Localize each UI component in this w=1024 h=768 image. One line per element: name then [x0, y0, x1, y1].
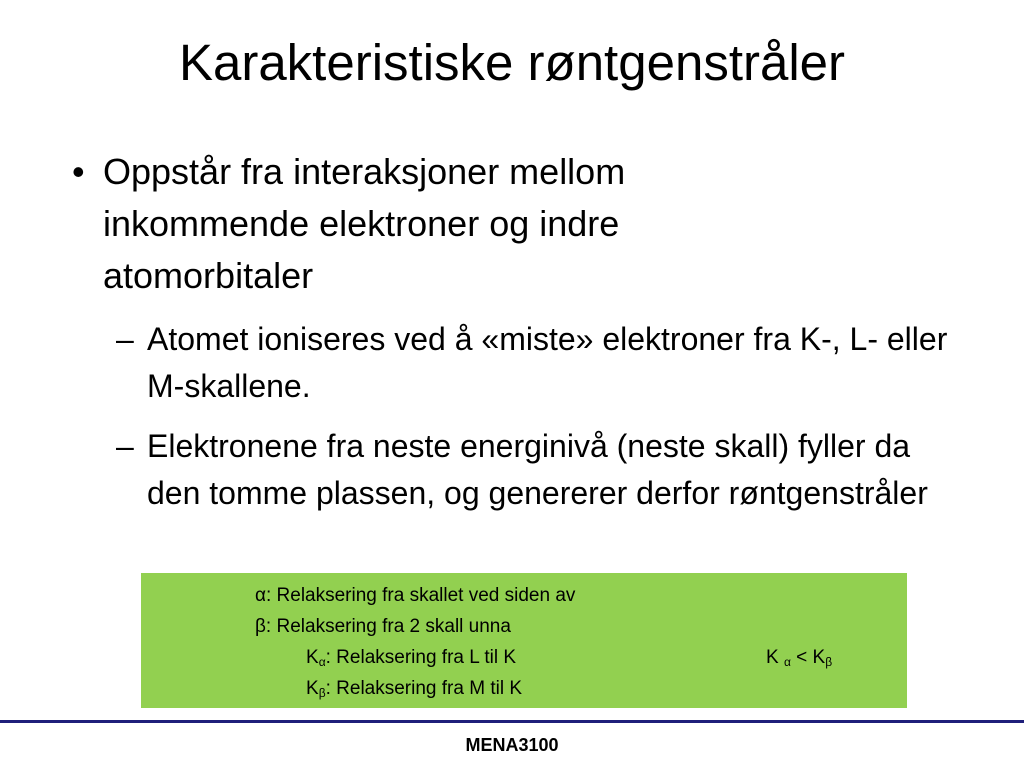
dash-marker: – — [116, 428, 134, 464]
slide-title: Karakteristiske røntgenstråler — [178, 34, 846, 91]
k-alpha-symbol: K — [766, 647, 784, 668]
sub-bullet-text-2: Elektronene fra neste energinivå (neste skall) fyller da den tomme plassen, og genererer derfor røntgenstråler — [147, 428, 928, 511]
k-comparison — [766, 642, 832, 673]
sub-bullet-item-1 — [116, 316, 966, 410]
footer-label: MENA3100 — [465, 735, 559, 755]
alpha-subscript: α — [783, 655, 791, 669]
bullet-text: Oppstår fra interaksjoner mellom inkommende elektroner og indre atomorbitaler — [103, 151, 626, 296]
info-box — [141, 573, 907, 708]
k-beta-description: : Relaksering fra M til K — [325, 678, 522, 699]
bullet-item — [72, 146, 772, 302]
footer-divider — [0, 720, 1024, 723]
info-line-beta: β: Relaksering fra 2 skall unna — [255, 616, 511, 637]
less-than-k: < K — [790, 647, 826, 668]
dash-marker: – — [116, 321, 134, 357]
beta-subscript: β — [318, 686, 326, 700]
beta-subscript: β — [825, 655, 833, 669]
k-symbol: K — [306, 647, 319, 668]
k-symbol: K — [306, 678, 319, 699]
alpha-subscript: α — [318, 655, 326, 669]
sub-bullet-item-2 — [116, 423, 966, 517]
info-line-k-beta — [306, 673, 522, 704]
sub-bullet-text-1: Atomet ioniseres ved å «miste» elektroner fra K-, L- eller M-skallene. — [147, 321, 948, 404]
k-alpha-description: : Relaksering fra L til K — [325, 647, 517, 668]
bullet-marker: • — [72, 151, 85, 192]
info-line-k-alpha — [306, 642, 516, 673]
info-line-alpha: α: Relaksering fra skallet ved siden av — [255, 585, 576, 606]
